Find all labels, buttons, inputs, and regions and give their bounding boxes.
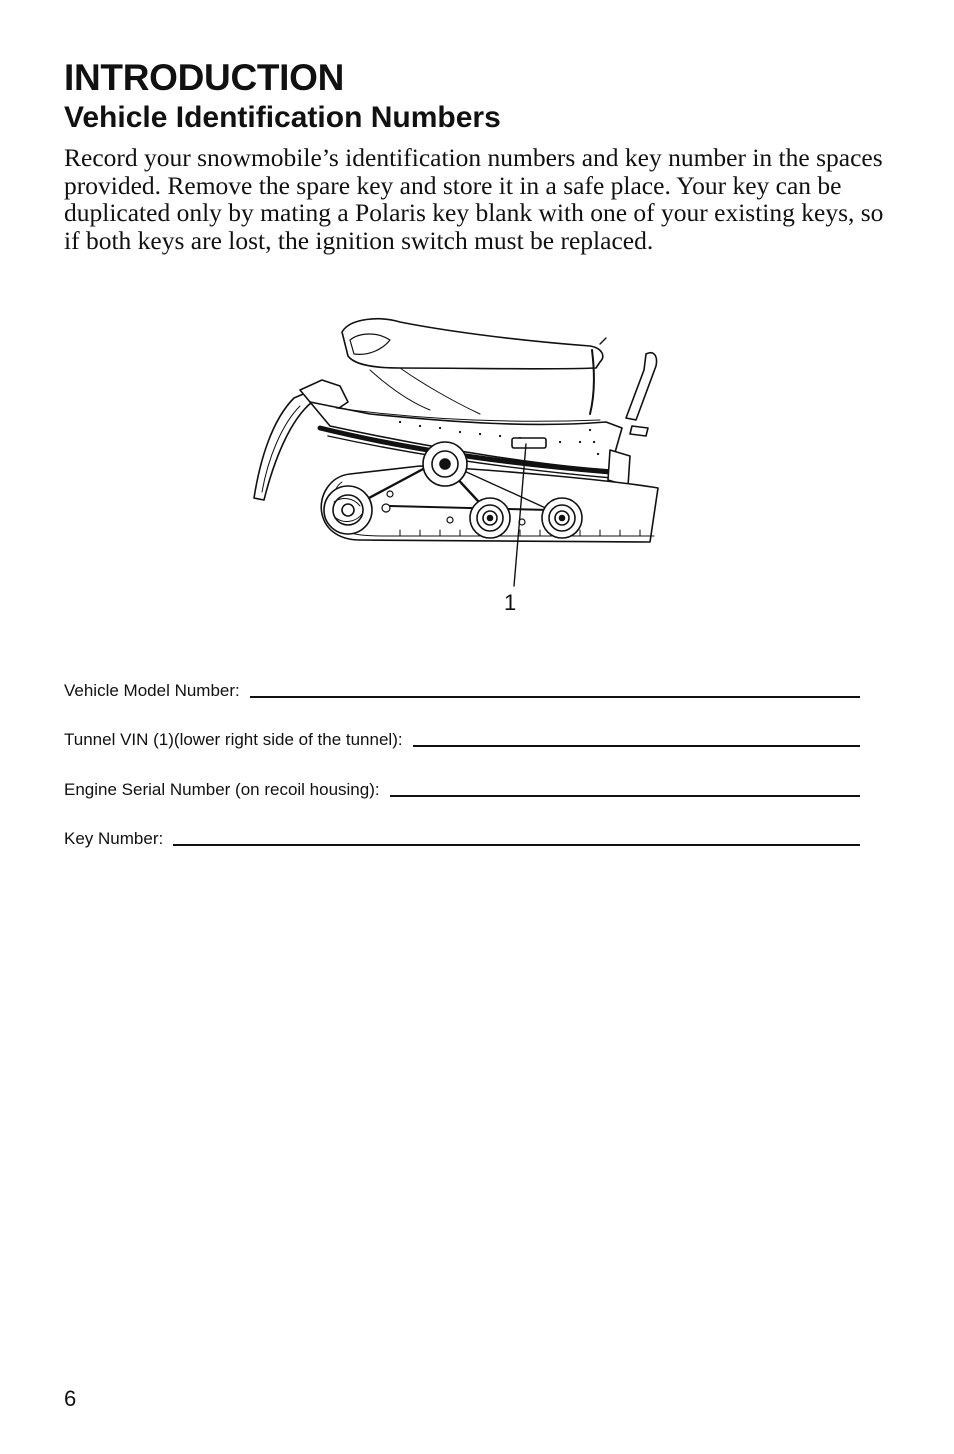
tunnel-vin-label: Tunnel VIN (1)(lower right side of the tunnel): — [64, 730, 403, 749]
vin-plate — [512, 438, 546, 448]
page-title: INTRODUCTION — [64, 57, 345, 98]
snowmobile-illustration — [250, 310, 660, 620]
key-number-label: Key Number: — [64, 829, 164, 848]
seat — [342, 319, 603, 369]
rear-bumper — [626, 353, 657, 420]
intro-paragraph: Record your snowmobile’s identification numbers and key number in the spaces provided. Remove the spare key and store it in a safe place. Your key can be duplicated only by mating a Polaris key blank with one of your existing keys, so if both keys are lost, the ignition switch must be replaced. — [64, 143, 884, 255]
engine-serial-number-line[interactable] — [390, 795, 860, 797]
engine-serial-number-field[interactable] — [64, 773, 860, 797]
tunnel-vin-field[interactable] — [64, 723, 860, 747]
section-title: Vehicle Identification Numbers — [64, 101, 501, 134]
vehicle-model-number-label: Vehicle Model Number: — [64, 681, 240, 700]
vehicle-model-number-line[interactable] — [250, 696, 860, 698]
page-number: 6 — [64, 1386, 77, 1411]
rear-wheel-1 — [470, 498, 510, 538]
callout-number: 1 — [504, 590, 517, 615]
ski-tip — [254, 392, 312, 500]
key-number-line[interactable] — [173, 844, 860, 846]
engine-serial-number-label: Engine Serial Number (on recoil housing): — [64, 780, 380, 799]
tunnel-vin-line[interactable] — [413, 745, 860, 747]
front-idler-wheel — [324, 486, 372, 534]
key-number-field[interactable] — [64, 822, 860, 846]
rear-wheel-2 — [542, 498, 582, 538]
upper-wheel — [423, 442, 467, 486]
vehicle-model-number-field[interactable] — [64, 674, 860, 698]
